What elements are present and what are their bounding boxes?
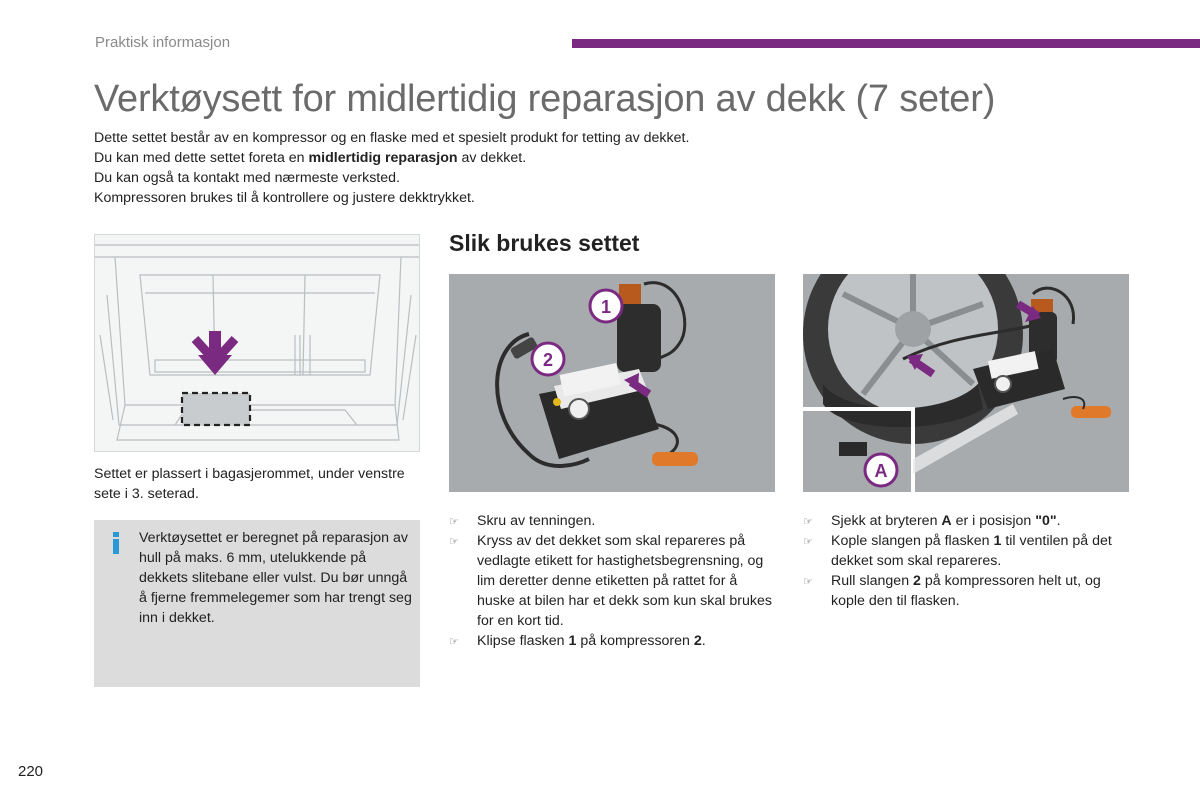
pointing-hand-icon: ☞ — [449, 515, 459, 528]
intro-line-2: Du kan med dette settet foreta en midlertidig reparasjon av dekket. — [94, 150, 527, 166]
intro-line-3: Du kan også ta kontakt med nærmeste verksted. — [94, 170, 400, 186]
page-number: 220 — [18, 763, 44, 780]
usage-heading: Slik brukes settet — [449, 230, 640, 256]
figure-label-1: 1 — [600, 297, 612, 317]
pointing-hand-icon: ☞ — [803, 535, 813, 548]
step-item: ☞ Rull slangen 2 på kompressoren helt ut, og kople den til flasken. — [803, 573, 1101, 609]
intro-text — [94, 128, 814, 208]
step-item: ☞ Kople slangen på flasken 1 til ventilen på det dekket som skal repareres. — [803, 533, 1112, 569]
figure-label-a: A — [874, 461, 888, 481]
steps-list-left — [449, 511, 779, 651]
compressor-kit-illustration — [449, 274, 775, 492]
pointing-hand-icon: ☞ — [449, 535, 459, 548]
trunk-illustration — [94, 234, 420, 452]
info-icon — [110, 532, 122, 554]
intro-line-1: Dette settet består av en kompressor og en flaske med et spesielt produkt for tetting av dekket. — [94, 130, 690, 146]
header-accent-bar — [572, 39, 1200, 48]
step-item: ☞ Skru av tenningen. — [449, 511, 779, 531]
pointing-hand-icon: ☞ — [803, 575, 813, 588]
step-item: ☞ Klipse flasken 1 på kompressoren 2. — [449, 631, 779, 651]
step-item: ☞ Kryss av det dekket som skal repareres på vedlagte etikett for hastighetsbegrensning, og lim deretter denne etiketten på rattet for å huske at bilen har et dekk som kun skal brukes for en kort tid. — [449, 533, 772, 629]
section-label: Praktisk informasjon — [95, 34, 231, 51]
intro-line-4: Kompressoren brukes til å kontrollere og justere dekktrykket. — [94, 190, 475, 206]
info-text: Verktøysettet er beregnet på reparasjon av hull på maks. 6 mm, utelukkende på dekkets slitebane eller vulst. Du bør unngå å fjerne fremmelegemer som har trengt seg inn i dekket. — [139, 530, 412, 626]
trunk-caption: Settet er plassert i bagasjerommet, under venstre sete i 3. seterad. — [94, 466, 405, 502]
page-title: Verktøysett for midlertidig reparasjon av dekk (7 seter) — [94, 78, 996, 120]
pointing-hand-icon: ☞ — [449, 635, 459, 648]
figure-label-2: 2 — [542, 350, 554, 370]
info-box — [94, 520, 420, 687]
tyre-connection-illustration — [803, 274, 1129, 492]
steps-list-right — [803, 511, 1133, 611]
step-item: ☞ Sjekk at bryteren A er i posisjon "0". — [803, 511, 1133, 531]
arrow-down-icon — [195, 331, 235, 375]
pointing-hand-icon: ☞ — [803, 515, 813, 528]
